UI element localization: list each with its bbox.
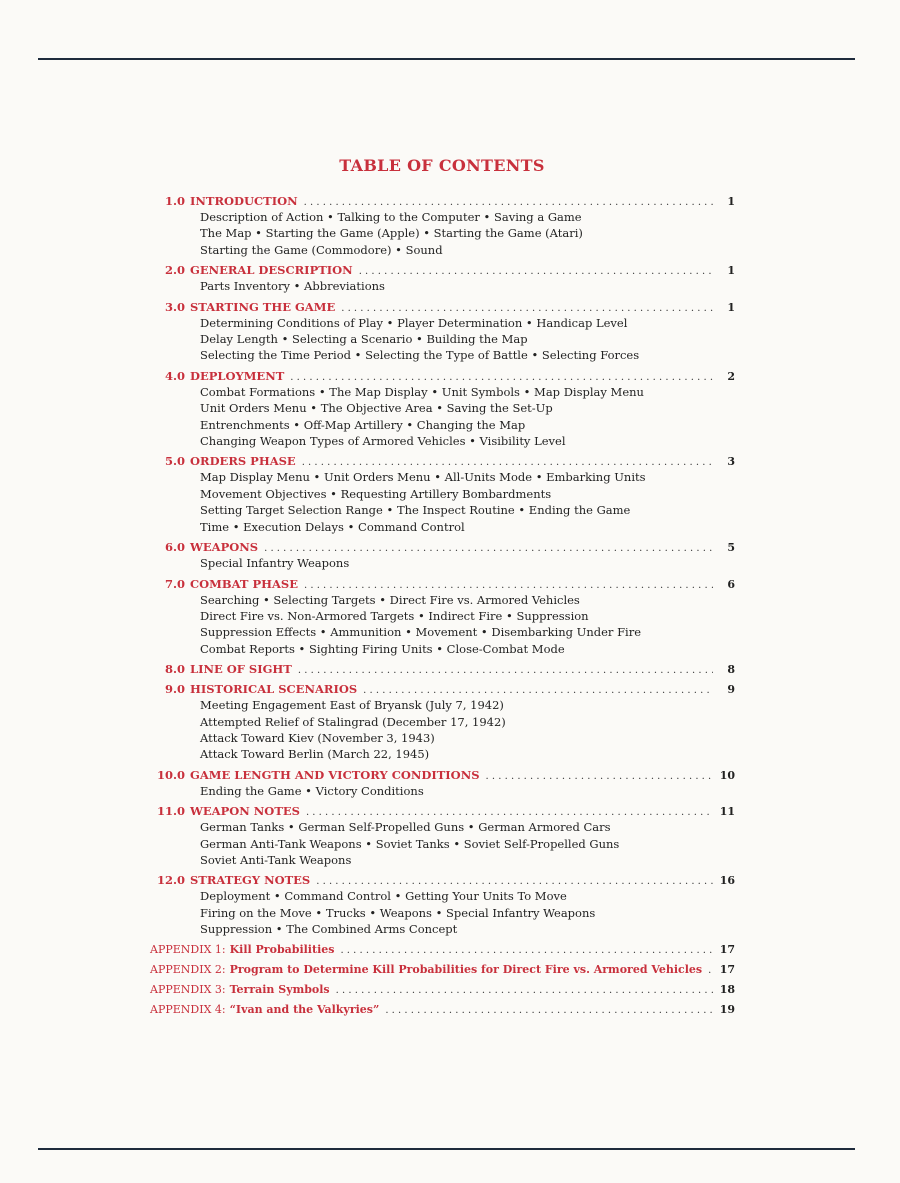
- section-title[interactable]: WEAPON NOTES: [190, 804, 300, 819]
- section-number: 9.0: [164, 682, 185, 697]
- dot-leader: [330, 983, 713, 999]
- section-title[interactable]: WEAPONS: [190, 540, 259, 555]
- toc-appendix: [150, 1002, 735, 1018]
- subtopic-line: Map Display Menu • Unit Orders Menu • All-Units Mode • Embarking Units: [200, 470, 646, 485]
- subtopic-line: Entrenchments • Off-Map Artillery • Changing the Map: [200, 417, 526, 432]
- subtopic-line: German Tanks • German Self-Propelled Guns • German Armored Cars: [200, 820, 611, 835]
- page-number: 16: [719, 874, 735, 888]
- toc-entry: [150, 299, 735, 364]
- subtopic-line: Parts Inventory • Abbreviations: [200, 279, 385, 294]
- subtopic-line: German Anti-Tank Weapons • Soviet Tanks • Soviet Self-Propelled Guns: [200, 836, 620, 851]
- section-title[interactable]: STRATEGY NOTES: [190, 873, 311, 888]
- subtopic-line: Soviet Anti-Tank Weapons: [200, 852, 352, 867]
- toc-entry: [150, 539, 735, 571]
- section-number: 1.0: [164, 194, 185, 208]
- page-number: 8: [727, 663, 735, 677]
- subtopic-line: Starting the Game (Commodore) • Sound: [200, 242, 443, 257]
- subtopic-line: Changing Weapon Types of Armored Vehicles • Visibility Level: [200, 434, 566, 449]
- toc-heading[interactable]: [150, 576, 735, 592]
- page-title: TABLE OF CONTENTS: [339, 156, 545, 175]
- section-number: 3.0: [164, 299, 185, 314]
- section-number: 12.0: [156, 873, 185, 888]
- section-title[interactable]: GAME LENGTH AND VICTORY CONDITIONS: [190, 767, 480, 782]
- page-number: 1: [727, 195, 735, 208]
- subtopic-line: Time • Execution Delays • Command Control: [200, 519, 465, 534]
- subtopic-line: The Map • Starting the Game (Apple) • Starting the Game (Atari): [200, 226, 583, 241]
- section-title[interactable]: ORDERS PHASE: [190, 454, 296, 469]
- subtopic-line: Special Infantry Weapons: [200, 556, 350, 571]
- appendix-title-group[interactable]: [150, 982, 330, 998]
- dot-leader: [702, 963, 713, 979]
- bottom-rule: [38, 1148, 855, 1150]
- toc-entry: [150, 661, 735, 677]
- subtopic-line: Suppression • The Combined Arms Concept: [200, 922, 458, 937]
- appendix-label: APPENDIX 4:: [150, 1002, 226, 1016]
- subtopic-line: Determining Conditions of Play • Player Determination • Handicap Level: [200, 315, 628, 330]
- subtopic-line: Meeting Engagement East of Bryansk (July 7, 1942): [200, 698, 504, 713]
- table-of-contents: [150, 193, 735, 1022]
- dot-leader: [353, 264, 713, 280]
- toc-heading[interactable]: [150, 767, 735, 783]
- section-number: 2.0: [164, 263, 185, 278]
- appendix-heading[interactable]: [150, 1002, 735, 1018]
- section-number: 6.0: [164, 540, 185, 555]
- top-rule: [38, 58, 855, 60]
- subtopic-line: Attack Toward Kiev (November 3, 1943): [200, 730, 435, 745]
- appendix-label: APPENDIX 2:: [150, 962, 226, 976]
- section-title[interactable]: STARTING THE GAME: [190, 299, 336, 314]
- subtopic-line: Deployment • Command Control • Getting Your Units To Move: [200, 889, 567, 904]
- page-number: 3: [727, 455, 735, 469]
- dot-leader: [480, 769, 713, 785]
- toc-heading[interactable]: [150, 262, 735, 278]
- subtopic-line: Attempted Relief of Stalingrad (December 17, 1942): [200, 714, 506, 729]
- appendix-title[interactable]: “Ivan and the Valkyries”: [229, 1002, 380, 1016]
- section-title[interactable]: INTRODUCTION: [190, 194, 298, 208]
- page-number: 6: [727, 577, 735, 591]
- section-number: 8.0: [164, 662, 185, 677]
- page-number: 18: [719, 982, 735, 996]
- dot-leader: [379, 1003, 713, 1019]
- page-number: 2: [727, 369, 735, 383]
- toc-entry: [150, 767, 735, 799]
- subtopic-line: Firing on the Move • Trucks • Weapons • Special Infantry Weapons: [200, 905, 596, 920]
- subtopic-line: Delay Length • Selecting a Scenario • Building the Map: [200, 332, 528, 347]
- toc-heading[interactable]: [150, 539, 735, 555]
- subtopic-line: Searching • Selecting Targets • Direct Fire vs. Armored Vehicles: [200, 592, 580, 607]
- subtopic-line: Description of Action • Talking to the Computer • Saving a Game: [200, 210, 582, 224]
- appendix-heading[interactable]: [150, 942, 735, 958]
- toc-heading[interactable]: [150, 193, 735, 209]
- appendix-label: APPENDIX 3:: [150, 982, 226, 996]
- toc-entry: [150, 803, 735, 868]
- section-number: 5.0: [164, 454, 185, 469]
- section-number: 4.0: [164, 368, 185, 383]
- section-number: 11.0: [156, 804, 185, 819]
- toc-entry: [150, 453, 735, 535]
- toc-appendix: [150, 962, 735, 978]
- section-title[interactable]: HISTORICAL SCENARIOS: [190, 682, 358, 697]
- toc-entry: [150, 576, 735, 658]
- appendix-title-group[interactable]: [150, 962, 702, 978]
- section-number: 7.0: [164, 576, 185, 591]
- appendix-heading[interactable]: [150, 962, 735, 978]
- toc-heading[interactable]: [150, 803, 735, 819]
- subtopic-line: Direct Fire vs. Non-Armored Targets • Indirect Fire • Suppression: [200, 608, 589, 623]
- appendix-title[interactable]: Program to Determine Kill Probabilities for Direct Fire vs. Armored Vehicles: [229, 962, 703, 976]
- appendix-title-group[interactable]: [150, 942, 334, 958]
- toc-heading[interactable]: [150, 453, 735, 469]
- subtopic-line: Combat Reports • Sighting Firing Units • Close-Combat Mode: [200, 641, 565, 656]
- subtopic-line: Setting Target Selection Range • The Inspect Routine • Ending the Game: [200, 503, 631, 518]
- subtopic-line: Movement Objectives • Requesting Artillery Bombardments: [200, 486, 552, 501]
- page-number: 1: [727, 300, 735, 314]
- page-number: 11: [719, 805, 735, 819]
- appendix-heading[interactable]: [150, 982, 735, 998]
- subtopic-line: Suppression Effects • Ammunition • Movement • Disembarking Under Fire: [200, 625, 642, 640]
- page-number: 10: [719, 768, 735, 782]
- section-title[interactable]: LINE OF SIGHT: [190, 662, 292, 677]
- appendix-label: APPENDIX 1:: [150, 942, 226, 956]
- toc-entry: [150, 368, 735, 450]
- toc-heading[interactable]: [150, 368, 735, 384]
- subtopic-line: Ending the Game • Victory Conditions: [200, 783, 424, 798]
- section-title[interactable]: DEPLOYMENT: [190, 368, 285, 383]
- appendix-title-group[interactable]: [150, 1002, 379, 1018]
- subtopic-line: Selecting the Time Period • Selecting the Type of Battle • Selecting Forces: [200, 348, 640, 363]
- page-number: 1: [727, 264, 735, 278]
- page-number: 17: [719, 962, 735, 976]
- toc-appendix: [150, 942, 735, 958]
- toc-entry: [150, 262, 735, 294]
- dot-leader: [292, 663, 713, 679]
- page-number: 9: [727, 683, 735, 697]
- section-title[interactable]: COMBAT PHASE: [190, 576, 298, 591]
- toc-appendix: [150, 982, 735, 998]
- section-number: 10.0: [156, 767, 185, 782]
- toc-heading[interactable]: [150, 681, 735, 697]
- page-number: 5: [727, 541, 735, 555]
- toc-entry: [150, 193, 735, 258]
- subtopic-line: Combat Formations • The Map Display • Unit Symbols • Map Display Menu: [200, 384, 644, 399]
- appendix-title[interactable]: Terrain Symbols: [229, 982, 330, 996]
- subtopic-line: Attack Toward Berlin (March 22, 1945): [200, 747, 430, 762]
- toc-heading[interactable]: [150, 872, 735, 888]
- page-number: 17: [719, 942, 735, 956]
- appendix-title[interactable]: Kill Probabilities: [229, 942, 335, 956]
- toc-entry: [150, 681, 735, 763]
- page-number: 19: [719, 1002, 735, 1016]
- dot-leader: [334, 943, 713, 959]
- section-title[interactable]: GENERAL DESCRIPTION: [190, 263, 353, 278]
- toc-heading[interactable]: [150, 299, 735, 315]
- subtopic-line: Unit Orders Menu • The Objective Area • Saving the Set-Up: [200, 401, 553, 416]
- toc-entry: [150, 872, 735, 937]
- toc-heading[interactable]: [150, 661, 735, 677]
